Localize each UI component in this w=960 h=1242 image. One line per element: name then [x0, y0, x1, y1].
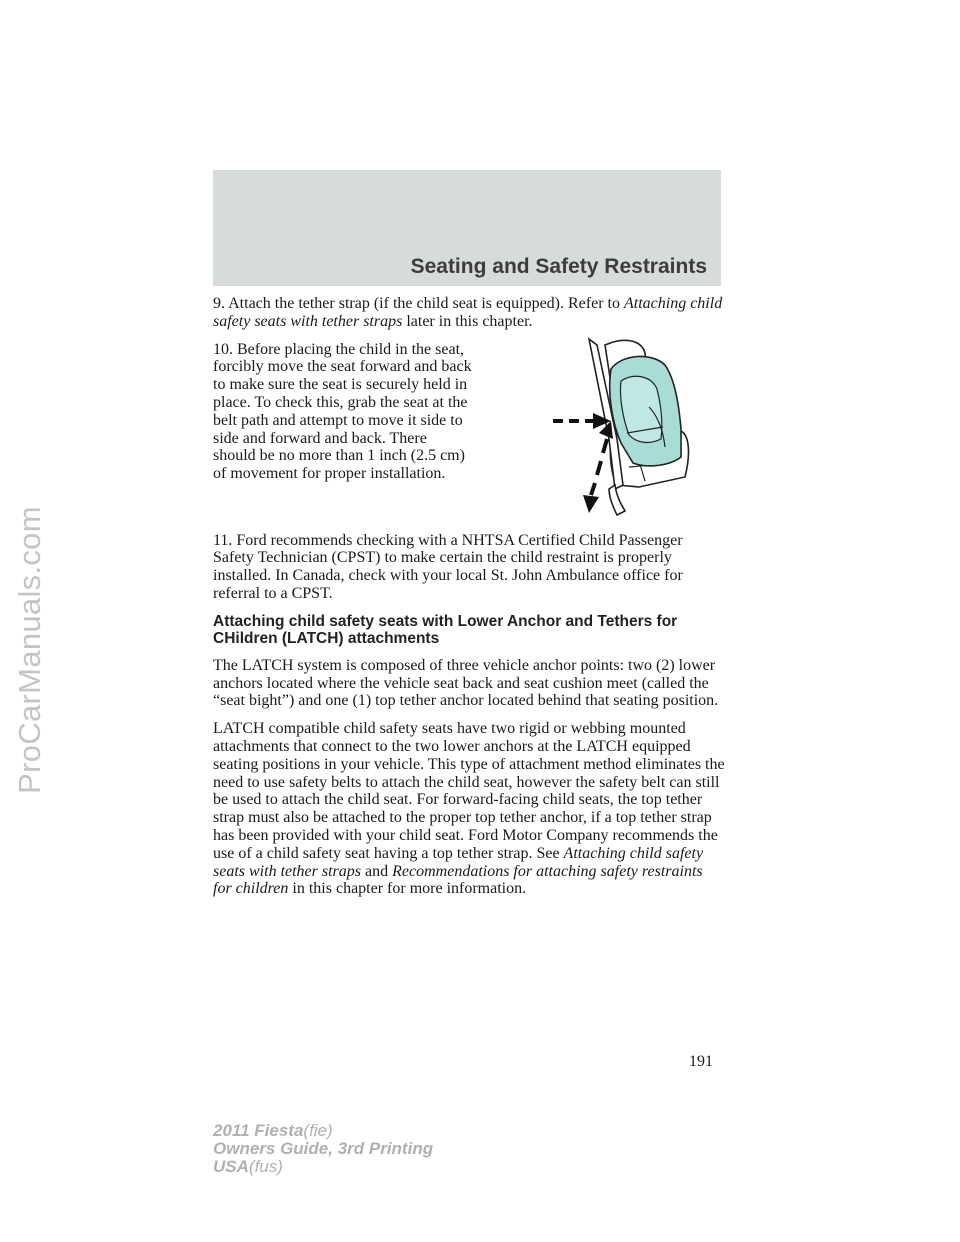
latch-reference-recommendations: Recommendations for attaching safety restraints for children — [213, 862, 703, 898]
step-10: 10. Before placing the child in the seat, forcibly move the seat forward and back to make sure the seat is securely held in place. To check this, grab the seat at the belt path and attempt to move it side to side and forward and back. There should be no more than 1 inch (2.5 cm) of movement for proper installation. — [213, 340, 472, 483]
watermark-text: ProCarManuals.com — [12, 506, 47, 794]
step-9-tail: later in this chapter. — [402, 312, 533, 330]
latch-paragraph-2-and: and — [361, 862, 393, 880]
document-footer — [213, 1122, 433, 1176]
step-9-reference: Attaching child safety seats with tether straps — [213, 295, 723, 330]
step-10-block — [213, 341, 725, 521]
page-number: 191 — [689, 1053, 713, 1070]
latch-reference-tether: Attaching child safety seats with tether straps — [213, 844, 704, 880]
section-title: Seating and Safety Restraints — [410, 255, 707, 278]
section-header — [213, 170, 721, 286]
child-seat-icon — [553, 335, 693, 517]
step-9 — [213, 295, 725, 331]
site-watermark — [0, 300, 60, 1000]
footer-model: 2011 Fiesta — [213, 1121, 304, 1140]
page-content — [213, 295, 725, 908]
footer-market: USA — [213, 1157, 249, 1176]
footer-line-1 — [213, 1122, 433, 1140]
forward-back-arrow-icon — [591, 439, 607, 495]
footer-market-code: (fus) — [248, 1157, 283, 1176]
latch-paragraph-2 — [213, 720, 725, 898]
footer-model-code: (fie) — [303, 1121, 333, 1140]
latch-paragraph-2-tail: in this chapter for more information. — [288, 880, 527, 898]
latch-paragraph-2-text: LATCH compatible child safety seats have two rigid or webbing mounted attachments that connect to the two lower anchors at the LATCH equipped seating positions in your vehicle. This type of attachment method eliminates the need to use safety belts to attach the child seat, however the safety belt can still be used to attach the child seat. For forward-facing child seats, the top tether strap must also be attached to the proper top tether anchor, if a top tether strap has been provided with your child seat. Ford Motor Company recommends the use of a child safety seat having a top tether strap. See — [213, 720, 725, 862]
footer-line-3 — [213, 1158, 433, 1176]
step-9-text: 9. Attach the tether strap (if the child seat is equipped). Refer to — [213, 295, 624, 312]
step-11: 11. Ford recommends checking with a NHTSA Certified Child Passenger Safety Technician (CPST) to make certain the child restraint is properly installed. In Canada, check with your local St. John Ambulance office for referral to a CPST. — [213, 531, 683, 602]
child-seat-movement-illustration — [553, 335, 693, 517]
footer-line-2: Owners Guide, 3rd Printing — [213, 1139, 434, 1158]
latch-heading: Attaching child safety seats with Lower Anchor and Tethers for CHildren (LATCH) attachments — [213, 612, 678, 647]
latch-paragraph-1: The LATCH system is composed of three vehicle anchor points: two (2) lower anchors located where the vehicle seat back and seat cushion meet (called the “seat bight”) and one (1) top tether anchor located behind that seating position. — [213, 656, 719, 710]
